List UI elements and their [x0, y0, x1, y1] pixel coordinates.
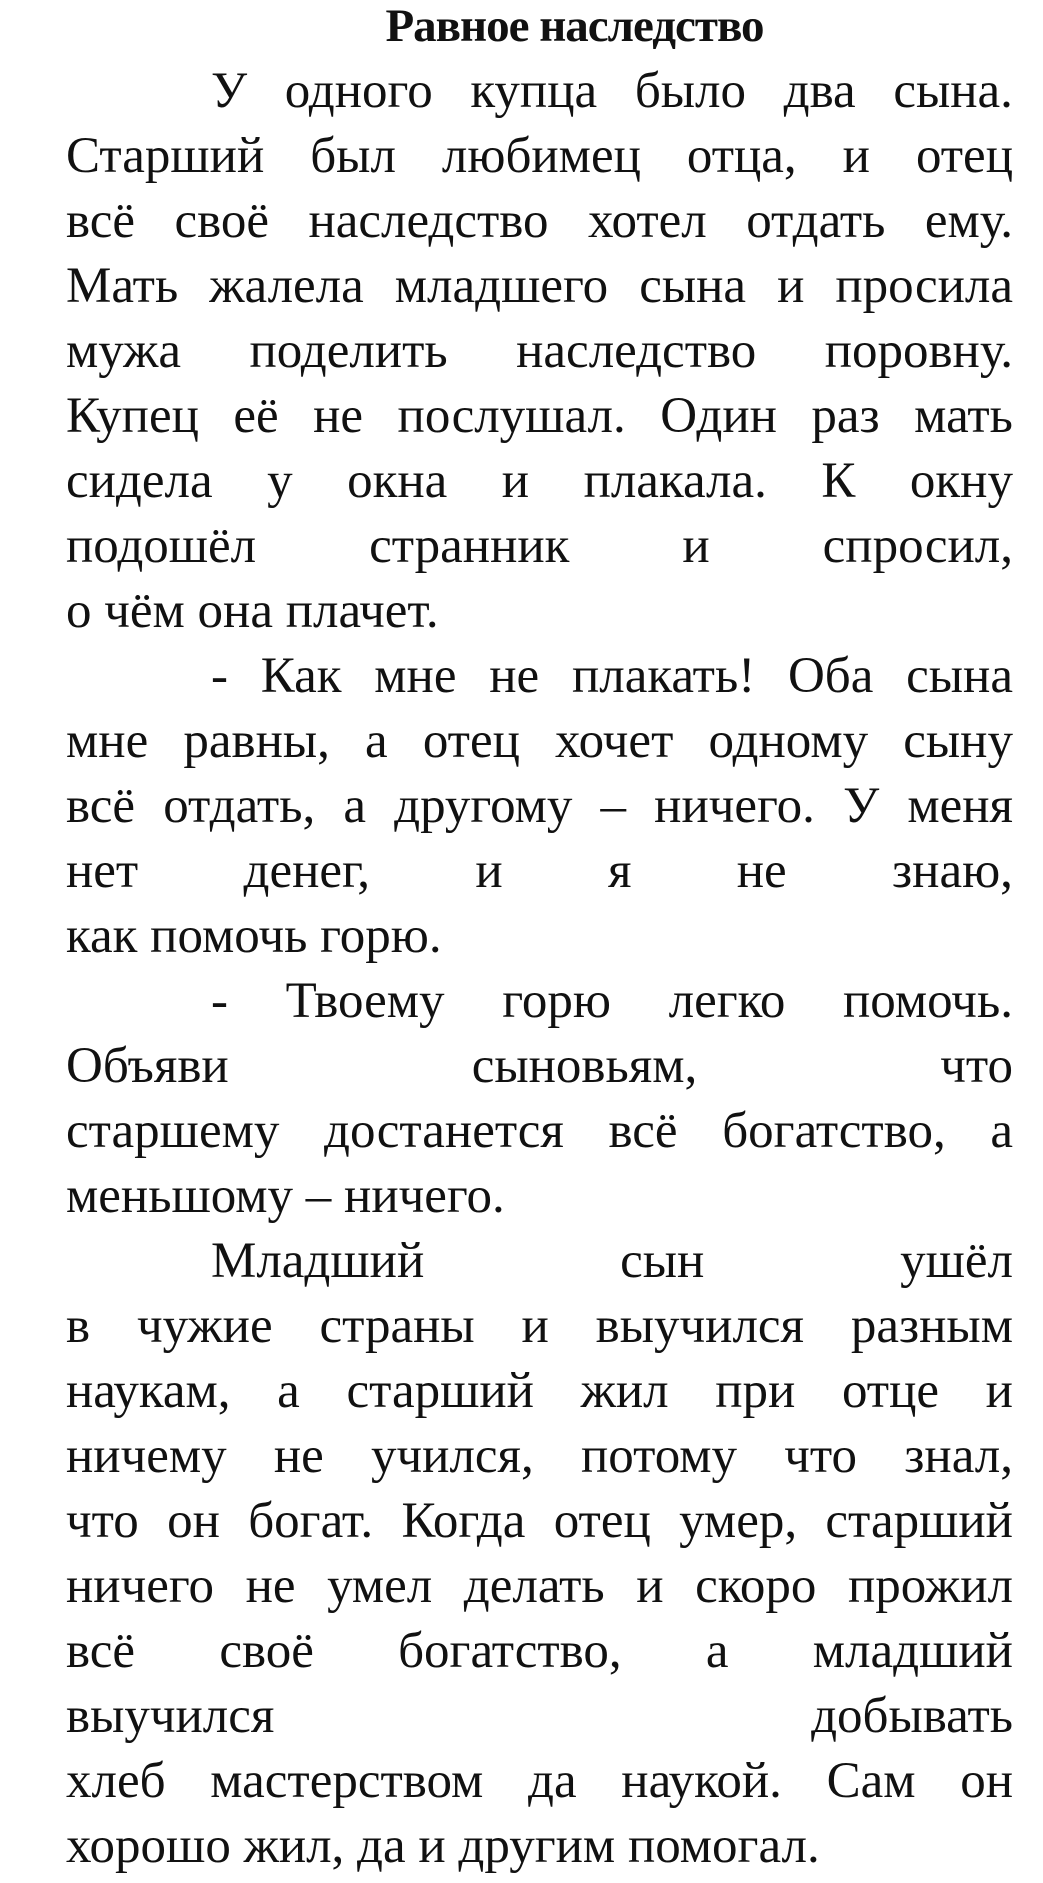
word: достанется	[324, 1103, 564, 1159]
text-line	[66, 449, 1013, 514]
word: своё	[174, 193, 270, 249]
word: богатство,	[722, 1103, 946, 1159]
word: богат.	[248, 1493, 374, 1549]
text-line	[66, 124, 1013, 189]
word: сын	[620, 1233, 705, 1289]
word: Купец	[66, 388, 199, 444]
word: отец	[422, 713, 520, 769]
word: горю	[502, 973, 611, 1029]
word: Оба	[787, 648, 874, 704]
word: Твоему	[285, 973, 445, 1029]
text-line	[66, 1684, 1013, 1749]
word: ничему	[66, 1428, 227, 1484]
word: не	[736, 843, 787, 899]
word: отце	[841, 1363, 940, 1419]
word: а	[705, 1623, 729, 1679]
text-line	[66, 1229, 1013, 1294]
word: и	[777, 258, 805, 314]
word: раз	[811, 388, 880, 444]
text-line	[66, 1034, 1013, 1099]
word: я	[607, 843, 632, 899]
text-line: о чём она плачет.	[66, 583, 439, 639]
word: он	[960, 1753, 1013, 1809]
text-line	[66, 1749, 1013, 1814]
word: и	[636, 1558, 664, 1614]
text-line: хорошо жил, да и другим помогал.	[66, 1818, 820, 1874]
word: окну	[909, 453, 1013, 509]
word: жил	[580, 1363, 669, 1419]
word: младший	[812, 1623, 1013, 1679]
word: что	[784, 1428, 858, 1484]
word: послушал.	[397, 388, 626, 444]
text-line	[66, 709, 1013, 774]
word: при	[715, 1363, 796, 1419]
word: меня	[907, 778, 1013, 834]
text-line	[66, 384, 1013, 449]
word: был	[310, 128, 396, 184]
word: окна	[347, 453, 448, 509]
word: Мать	[66, 258, 179, 314]
word: сына	[639, 258, 747, 314]
word: купца	[470, 63, 598, 119]
word: нет	[66, 843, 139, 899]
document-body	[66, 59, 1013, 1879]
text-line	[66, 1554, 1013, 1619]
word: одного	[284, 63, 433, 119]
text-line	[66, 514, 1013, 579]
text-line	[66, 1489, 1013, 1554]
word: и	[682, 518, 710, 574]
word: жалела	[209, 258, 364, 314]
word: отдать	[746, 193, 886, 249]
word: и	[985, 1363, 1013, 1419]
word: мне	[66, 713, 149, 769]
word: Как	[260, 648, 342, 704]
word: отец	[553, 1493, 651, 1549]
word: просила	[835, 258, 1013, 314]
word: богатство,	[398, 1623, 622, 1679]
word: и	[521, 1298, 549, 1354]
word: скоро	[695, 1558, 817, 1614]
word: выучился	[66, 1688, 275, 1744]
text-line	[66, 774, 1013, 839]
word: наукой.	[621, 1753, 782, 1809]
word: плакать!	[571, 648, 756, 704]
word: в	[66, 1298, 91, 1354]
word: знал,	[904, 1428, 1013, 1484]
text-line	[66, 969, 1013, 1034]
word: да	[528, 1753, 577, 1809]
word: было	[634, 63, 746, 119]
word: и	[475, 843, 503, 899]
text-line: как помочь горю.	[66, 908, 442, 964]
word: выучился	[595, 1298, 805, 1354]
word: мастерством	[210, 1753, 484, 1809]
text-line	[66, 1424, 1013, 1489]
text-line	[66, 1294, 1013, 1359]
word: и	[842, 128, 870, 184]
word: Младший	[211, 1233, 425, 1289]
word: не	[245, 1558, 296, 1614]
word: мне	[374, 648, 457, 704]
word: сына.	[893, 63, 1013, 119]
word: не	[313, 388, 364, 444]
word: сидела	[66, 453, 213, 509]
word: он	[167, 1493, 220, 1549]
word: что	[940, 1038, 1013, 1094]
word: не	[489, 648, 540, 704]
word: ему.	[924, 193, 1013, 249]
word: умер,	[679, 1493, 798, 1549]
word: одному	[708, 713, 869, 769]
word: любимец	[441, 128, 641, 184]
word: старшему	[66, 1103, 280, 1159]
text-line	[66, 1359, 1013, 1424]
word: отдать,	[163, 778, 316, 834]
word: сыновьям,	[471, 1038, 698, 1094]
word: равны,	[183, 713, 330, 769]
word: старший	[346, 1363, 534, 1419]
word: её	[233, 388, 279, 444]
word: всё	[608, 1103, 678, 1159]
text-line	[66, 644, 1013, 709]
word: -	[211, 973, 228, 1029]
text-line	[66, 319, 1013, 384]
word: у	[267, 453, 293, 509]
word: своё	[219, 1623, 314, 1679]
word: младшего	[394, 258, 609, 314]
word: не	[273, 1428, 324, 1484]
word: ничего.	[654, 778, 815, 834]
word: К	[821, 453, 856, 509]
word: странник	[369, 518, 570, 574]
word: поделить	[249, 323, 448, 379]
word: наследство	[516, 323, 757, 379]
word: У	[211, 63, 248, 119]
word: умел	[327, 1558, 433, 1614]
word: учился,	[371, 1428, 534, 1484]
text-line	[66, 189, 1013, 254]
word: страны	[319, 1298, 475, 1354]
word: Старший	[66, 128, 265, 184]
word: мужа	[66, 323, 181, 379]
word: разным	[850, 1298, 1013, 1354]
word: Один	[660, 388, 777, 444]
word: -	[211, 648, 228, 704]
word: а	[277, 1363, 300, 1419]
word: сына	[906, 648, 1013, 704]
word: денег,	[243, 843, 370, 899]
text-line: меньшому – ничего.	[66, 1168, 505, 1224]
word: подошёл	[66, 518, 257, 574]
word: добывать	[811, 1688, 1013, 1744]
word: хочет	[555, 713, 674, 769]
word: ничего	[66, 1558, 215, 1614]
word: плакала.	[583, 453, 767, 509]
word: всё	[66, 1623, 136, 1679]
document-title: Равное наследство	[385, 0, 764, 52]
word: –	[600, 778, 627, 834]
word: старший	[825, 1493, 1013, 1549]
word: сыну	[903, 713, 1013, 769]
word: потому	[581, 1428, 738, 1484]
word: что	[66, 1493, 139, 1549]
word: всё	[66, 778, 136, 834]
word: ушёл	[900, 1233, 1013, 1289]
word: У	[843, 778, 880, 834]
word: отец	[915, 128, 1013, 184]
word: спросил,	[822, 518, 1013, 574]
word: знаю,	[892, 843, 1013, 899]
word: хотел	[587, 193, 707, 249]
word: и	[501, 453, 530, 509]
text-line	[66, 1619, 1013, 1684]
word: помочь.	[843, 973, 1013, 1029]
document-page	[66, 0, 1013, 1879]
word: всё	[66, 193, 136, 249]
word: Сам	[826, 1753, 916, 1809]
word: хлеб	[66, 1753, 166, 1809]
word: делать	[463, 1558, 605, 1614]
word: чужие	[136, 1298, 273, 1354]
text-line	[66, 254, 1013, 319]
word: отца,	[686, 128, 797, 184]
word: наследство	[308, 193, 549, 249]
word: Когда	[401, 1493, 526, 1549]
word: мать	[914, 388, 1013, 444]
word: другому	[394, 778, 573, 834]
word: поровну.	[824, 323, 1013, 379]
word: а	[343, 778, 366, 834]
text-line	[66, 839, 1013, 904]
word: два	[783, 63, 856, 119]
word: а	[990, 1103, 1013, 1159]
text-line	[66, 59, 1013, 124]
text-line	[66, 1099, 1013, 1164]
word: а	[365, 713, 388, 769]
word: наукам,	[66, 1363, 231, 1419]
word: прожил	[847, 1558, 1013, 1614]
word: легко	[668, 973, 786, 1029]
word: Объяви	[66, 1038, 229, 1094]
